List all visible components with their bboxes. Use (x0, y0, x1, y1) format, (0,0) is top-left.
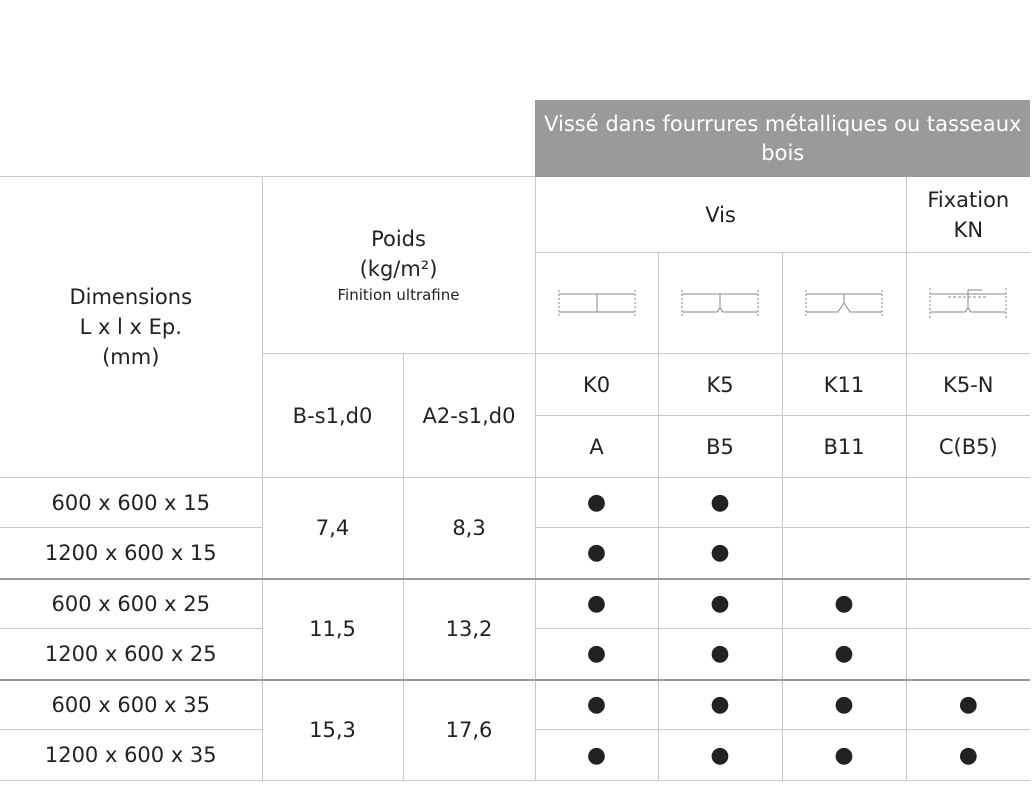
edge-profile-k11-icon (782, 253, 906, 354)
compat-bullet-icon: ● (834, 591, 854, 617)
compat-cell (658, 730, 782, 781)
fixation-label: KN (953, 217, 984, 242)
weight-col-b: B-s1,d0 (262, 354, 403, 478)
weight-col-a2: A2-s1,d0 (403, 354, 535, 478)
compat-bullet-icon: ● (834, 692, 854, 718)
compat-bullet-icon: ● (586, 591, 607, 617)
compat-cell (906, 680, 1030, 730)
weight-b-cell: 15,3 (262, 680, 403, 781)
compat-cell (782, 680, 906, 730)
dimensions-label: L x l x Ep. (79, 315, 182, 339)
compat-cell (535, 629, 658, 680)
table-row (0, 478, 1030, 528)
edge-type: A (535, 416, 658, 478)
dimension-cell: 600 x 600 x 15 (0, 478, 262, 528)
table-row (0, 579, 1030, 629)
weight-label: Poids (371, 227, 426, 251)
compat-cell (782, 730, 906, 781)
compat-cell (658, 528, 782, 579)
group-header: Vissé dans fourrures métalliques ou tasseaux bois (535, 101, 1030, 177)
compat-cell (658, 579, 782, 629)
compat-cell (535, 680, 658, 730)
compat-bullet-icon: ● (710, 591, 730, 617)
compat-bullet-icon: ● (586, 540, 607, 566)
compat-cell (658, 680, 782, 730)
blank-corner (0, 101, 535, 177)
compat-cell (782, 478, 906, 528)
edge-profile-k5-icon (658, 253, 782, 354)
edge-profile-k5n-icon (906, 253, 1030, 354)
compat-cell (782, 629, 906, 680)
compat-cell (535, 579, 658, 629)
dimension-cell: 600 x 600 x 25 (0, 579, 262, 629)
edge-code: K5 (658, 354, 782, 416)
dimensions-label: (mm) (102, 345, 160, 369)
dimensions-label: Dimensions (69, 285, 193, 309)
weight-b-cell: 7,4 (262, 478, 403, 579)
compat-cell (782, 528, 906, 579)
compat-cell (658, 478, 782, 528)
compat-bullet-icon: ● (710, 540, 730, 566)
compat-bullet-icon: ● (586, 742, 607, 768)
weight-a2-cell: 13,2 (403, 579, 535, 680)
weight-a2-cell: 17,6 (403, 680, 535, 781)
weight-header (262, 177, 535, 354)
edge-type: C(B5) (906, 416, 1030, 478)
compat-cell (906, 579, 1030, 629)
compat-cell (906, 730, 1030, 781)
compat-bullet-icon: ● (958, 692, 978, 718)
compat-cell (535, 478, 658, 528)
fixation-header (906, 177, 1030, 253)
compat-cell (535, 528, 658, 579)
edge-code: K5-N (906, 354, 1030, 416)
weight-b-cell: 11,5 (262, 579, 403, 680)
weight-label: (kg/m²) (359, 257, 438, 281)
compat-bullet-icon: ● (586, 692, 607, 718)
compat-cell (535, 730, 658, 781)
compat-bullet-icon: ● (710, 490, 730, 515)
compat-bullet-icon: ● (710, 641, 730, 667)
compat-cell (906, 528, 1030, 579)
compat-bullet-icon: ● (586, 490, 607, 515)
vis-header: Vis (535, 177, 906, 253)
table-row (0, 680, 1030, 730)
dimension-cell: 1200 x 600 x 25 (0, 629, 262, 680)
edge-type: B11 (782, 416, 906, 478)
compat-bullet-icon: ● (834, 641, 854, 667)
edge-type: B5 (658, 416, 782, 478)
compat-cell (906, 629, 1030, 680)
weight-sublabel: Finition ultrafine (337, 286, 460, 304)
compat-cell (658, 629, 782, 680)
compat-cell (906, 478, 1030, 528)
compat-bullet-icon: ● (586, 641, 607, 667)
edge-profile-k0-icon (535, 253, 658, 354)
compat-bullet-icon: ● (958, 742, 978, 768)
weight-a2-cell: 8,3 (403, 478, 535, 579)
fixation-label: Fixation (927, 187, 1010, 212)
dimension-cell: 600 x 600 x 35 (0, 680, 262, 730)
edge-code: K0 (535, 354, 658, 416)
compat-bullet-icon: ● (710, 742, 730, 768)
compat-cell (782, 579, 906, 629)
dimension-cell: 1200 x 600 x 35 (0, 730, 262, 781)
compat-bullet-icon: ● (710, 692, 730, 718)
dimensions-header (0, 177, 262, 478)
compat-bullet-icon: ● (834, 742, 854, 768)
spec-table (0, 100, 1030, 781)
edge-code: K11 (782, 354, 906, 416)
dimension-cell: 1200 x 600 x 15 (0, 528, 262, 579)
